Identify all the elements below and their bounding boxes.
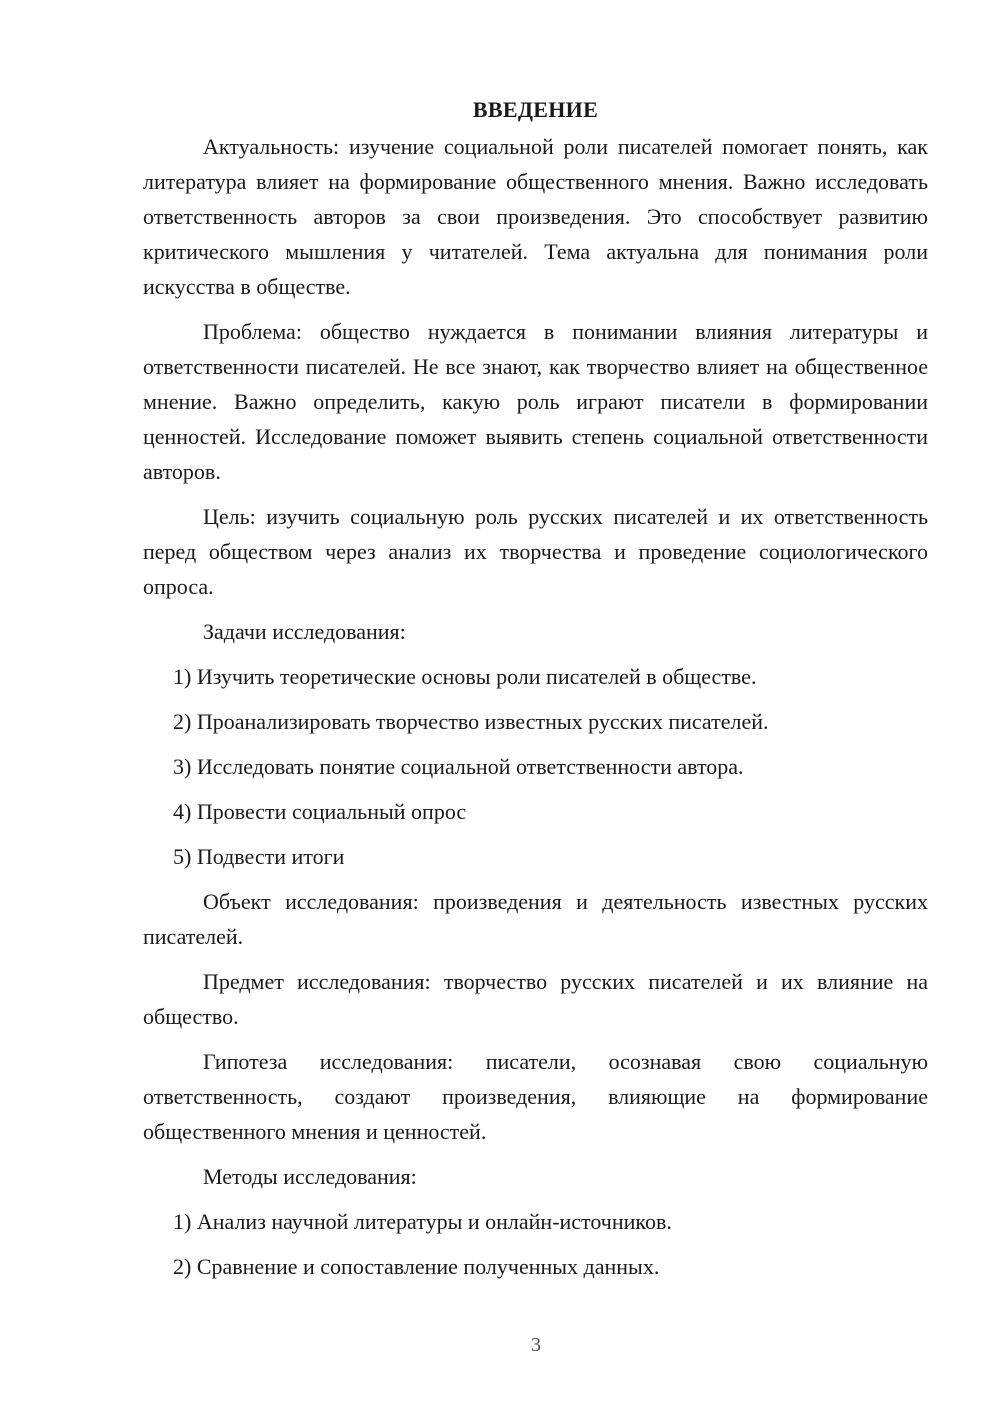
hypothesis-paragraph: Гипотеза исследования: писатели, осознавая свою социальную ответственность, создают произведения, влияющие на формирование общественного мнения и ценностей. xyxy=(143,1049,928,1144)
task-item: 1) Изучить теоретические основы роли писателей в обществе. xyxy=(173,664,757,689)
document-page xyxy=(143,92,928,1294)
methods-label: Методы исследования: xyxy=(203,1164,417,1189)
goal-paragraph: Цель: изучить социальную роль русских писателей и их ответственность перед обществом через анализ их творчества и проведение социологического опроса. xyxy=(143,504,928,599)
subject-paragraph: Предмет исследования: творчество русских писателей и их влияние на общество. xyxy=(143,969,928,1029)
page-number: 3 xyxy=(531,1334,541,1356)
task-item: 3) Исследовать понятие социальной ответственности автора. xyxy=(173,754,744,779)
task-item: 2) Проанализировать творчество известных русских писателей. xyxy=(173,709,769,734)
relevance-paragraph: Актуальность: изучение социальной роли писателей помогает понять, как литература влияет на формирование общественного мнения. Важно исследовать ответственность авторов за свои произведения. Это способствует развитию критического мышления у читателей. Тема актуальна для понимания роли искусства в обществе. xyxy=(143,134,928,299)
method-item: 2) Сравнение и сопоставление полученных данных. xyxy=(173,1254,660,1279)
method-item: 1) Анализ научной литературы и онлайн-источников. xyxy=(173,1209,672,1234)
task-item: 5) Подвести итоги xyxy=(173,844,345,869)
problem-paragraph: Проблема: общество нуждается в понимании влияния литературы и ответственности писателей. Не все знают, как творчество влияет на общественное мнение. Важно определить, какую роль играют писатели в формировании ценностей. Исследование поможет выявить степень социальной ответственности авторов. xyxy=(143,319,928,484)
page-title: ВВЕДЕНИЕ xyxy=(472,97,599,122)
object-paragraph: Объект исследования: произведения и деятельность известных русских писателей. xyxy=(143,889,928,949)
task-item: 4) Провести социальный опрос xyxy=(173,799,467,824)
tasks-label: Задачи исследования: xyxy=(203,619,406,644)
